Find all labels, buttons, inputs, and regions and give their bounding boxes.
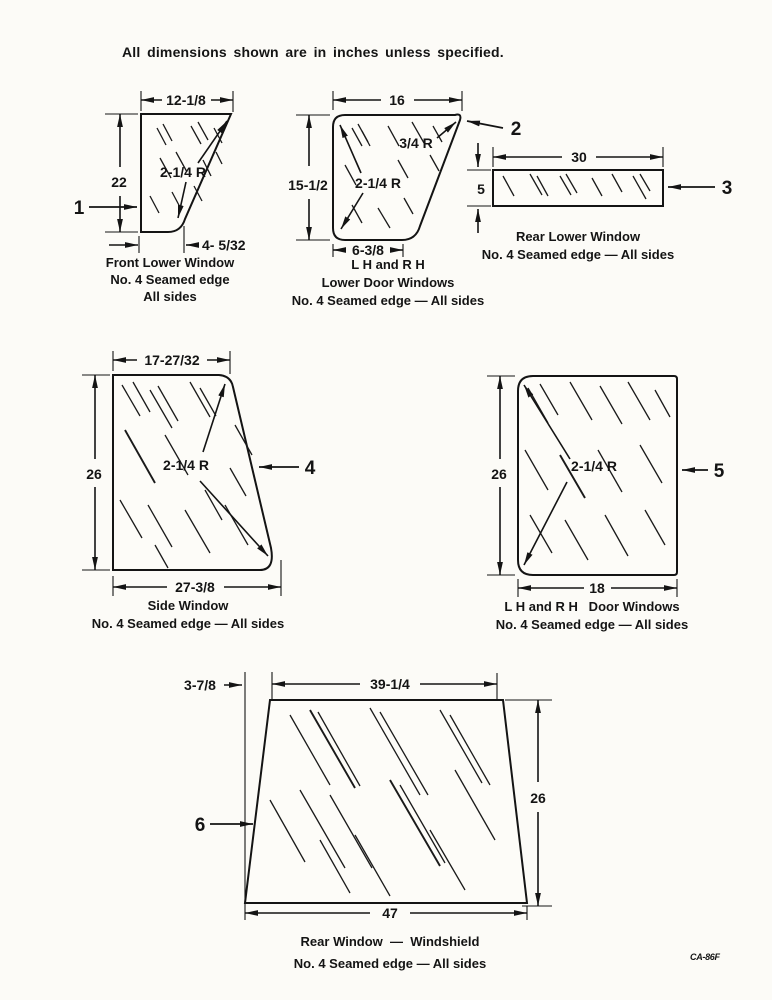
callout-3-label: 3 [721,178,733,199]
callout-5-label: 5 [713,461,725,482]
side-window-top-width-dimension [113,351,230,374]
front-lower-height-dimension [105,114,138,232]
door-windows-radius-label: 2-1/4 R [571,458,617,474]
front-lower-radius-label: 2-1/4 R [160,164,206,180]
windshield-bottom-width-label: 47 [382,905,398,921]
side-window-bottom-width-label: 27-3/8 [175,579,215,595]
rear-lower-window-figure [467,143,732,262]
windshield-caption-line-1: Rear Window — Windshield [300,934,480,949]
callout-5 [682,461,725,482]
front-lower-top-width-label: 12-1/8 [166,92,206,108]
lower-door-small-radius-label: 3/4 R [399,135,433,151]
door-windows-height-dimension [487,376,515,575]
front-lower-window-figure [74,91,246,304]
door-windows-figure [487,376,725,632]
drawing-code: CA-86F [690,952,720,962]
rear-lower-caption-line-1: Rear Lower Window [515,229,641,244]
side-window-height-dimension [82,375,110,570]
callout-1 [74,198,137,219]
windshield-left-offset-label: 3-7/8 [184,677,216,693]
front-lower-caption-line-3: All sides [143,289,197,304]
lower-door-height-dimension [288,115,330,240]
callout-2-label: 2 [510,119,522,140]
side-window-figure [82,351,316,631]
callout-3 [668,178,732,199]
door-windows-height-label: 26 [491,466,507,482]
front-lower-caption-line-2: No. 4 Seamed edge [110,272,230,287]
door-windows-caption-line-1: L H and R H Door Windows [504,599,680,614]
rear-lower-window-glass [493,170,663,206]
rear-lower-caption-line-2: No. 4 Seamed edge — All sides [481,247,675,262]
units-note: All dimensions shown are in inches unless specified. [122,44,504,60]
lower-door-radius-label: 2-1/4 R [355,175,401,191]
rear-lower-height-label: 5 [477,181,485,197]
rear-lower-width-dimension [493,147,663,167]
side-window-radius-label: 2-1/4 R [163,457,209,473]
callout-6-label: 6 [194,815,206,836]
rear-lower-height-dimension [467,143,491,233]
lower-door-bottom-width-label: 6-3/8 [352,242,384,258]
windshield-top-width-dimension [272,672,497,699]
lower-door-height-label: 15-1/2 [288,177,328,193]
windshield-left-offset-dimension [184,672,245,920]
callout-1-label: 1 [73,198,85,219]
side-window-caption-line-2: No. 4 Seamed edge — All sides [91,616,285,631]
lower-door-caption-line-1: L H and R H [351,257,425,272]
callout-4 [259,458,316,479]
callout-6 [195,815,253,836]
door-windows-glass [518,376,677,575]
rear-lower-width-label: 30 [571,149,587,165]
front-lower-top-width-dimension [141,91,233,112]
lower-door-bottom-width-dimension [333,242,403,258]
door-windows-bottom-width-label: 18 [589,580,605,596]
callout-4-label: 4 [304,458,316,479]
lower-door-top-width-label: 16 [389,92,405,108]
callout-2 [467,119,521,140]
door-windows-bottom-width-dimension [518,579,677,597]
lower-door-caption-line-3: No. 4 Seamed edge — All sides [291,293,485,308]
door-windows-caption-line-2: No. 4 Seamed edge — All sides [495,617,689,632]
windshield-glass [245,700,527,903]
side-window-top-width-label: 17-27/32 [144,352,200,368]
front-lower-bottom-width-label: 4- 5/32 [202,237,246,253]
windshield-bottom-width-dimension [245,905,527,921]
windshield-top-width-label: 39-1/4 [370,676,410,692]
side-window-height-label: 26 [86,466,102,482]
windshield-caption-line-2: No. 4 Seamed edge — All sides [293,956,487,971]
front-lower-height-label: 22 [111,174,127,190]
lower-door-caption-line-2: Lower Door Windows [321,275,455,290]
front-lower-caption-line-1: Front Lower Window [105,255,235,270]
side-window-caption-line-1: Side Window [147,598,229,613]
windshield-height-label: 26 [530,790,546,806]
lower-door-top-width-dimension [333,91,462,111]
lower-door-windows-figure [288,91,521,308]
windshield-figure [184,672,552,971]
